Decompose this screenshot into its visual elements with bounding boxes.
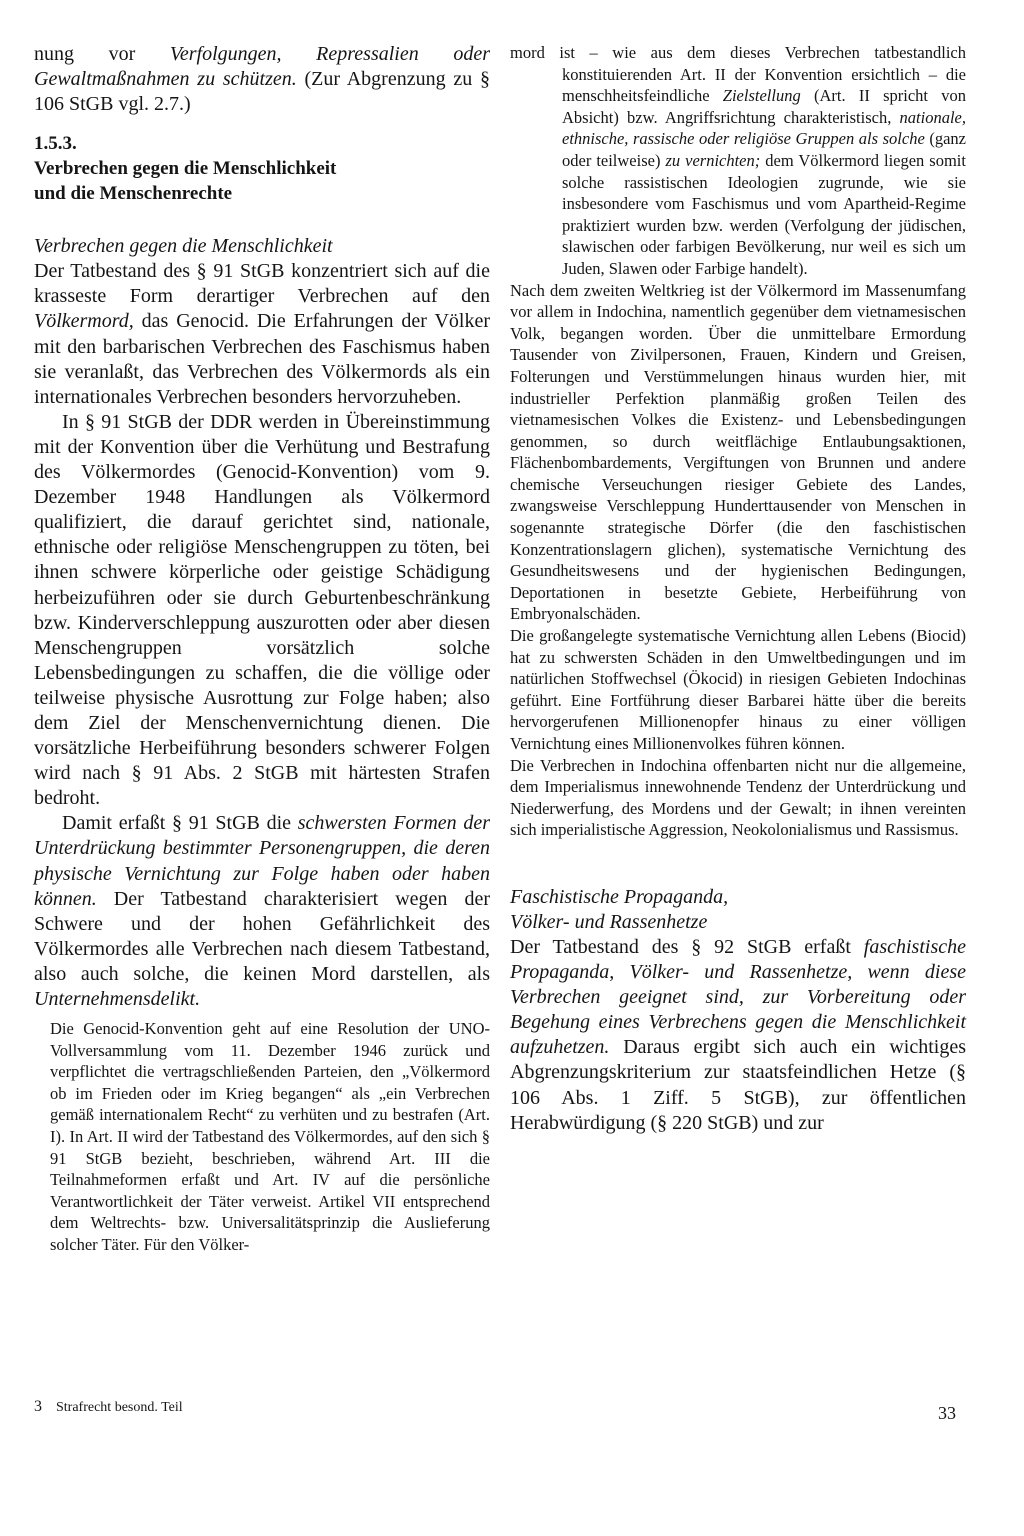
text-run: Damit erfaßt § 91 StGB die <box>62 812 298 835</box>
emphasis: Zielstellung <box>722 86 801 106</box>
paragraph-r4: Die Verbrechen in Indochina offenbarten nicht nur die allgemeine, dem Imperialismus innewohnende Tendenz der Unterdrückung und Niederwerfung, des Mordens und der Gewalt; in ihnen vereinten sich imperialistische Aggression, Neokolonialismus und Rassismus. <box>510 755 966 840</box>
section-title-line-2: und die Menschenrechte <box>34 183 233 205</box>
emphasis: schwersten Formen der Unterdrückung bestimmter Personengruppen, die deren physische Vernichtung zur Folge haben oder haben können. <box>34 812 490 910</box>
paragraph-r5 <box>510 935 966 1136</box>
paragraph-2: In § 91 StGB der DDR werden in Übereinstimmung mit der Konvention über die Verhütung und Bestrafung des Völkermordes (Genocid-Konvention) vom 9. Dezember 1948 Handlungen als Völkermord qualifiziert, die darauf gerichtet sind, nationale, ethnische oder religiöse Menschengruppen zu töten, bei ihnen schwere körperliche oder geistige Schädigung herbeizuführen oder sie durch Geburtenbeschränkung bzw. Kinderverschleppung auszurotten oder aber diesen Menschengruppen vorsätzlich solche Lebensbedingungen zu schaffen, die die völlige oder teilweise physische Ausrottung zur Folge haben; also dem Ziel der Menschenvernichtung dienen. Die vorsätzliche Herbeiführung besonders schwerer Folgen wird nach § 91 Abs. 2 StGB mit härtesten Strafen bedroht. <box>34 410 490 810</box>
paragraph-r3: Die großangelegte systematische Vernichtung allen Lebens (Biocid) hat zu schwersten Schäden in den Umweltbedingungen und im natürlichen Stoffwechsel (Ökocid) in riesigen Gebieten Indochinas geführt. Eine Fortführung dieser Barbarei hätte über die bereits hervorgerufenen Millionenopfer hinaus zu einer völligen Vernichtung eines Millionenvolkes führen können. <box>510 626 966 753</box>
right-column <box>510 42 966 1136</box>
text-run: Der Tatbestand des § 92 StGB erfaßt <box>510 935 864 958</box>
section-title-line-1: Verbrechen gegen die Menschlichkeit <box>34 158 337 180</box>
text-run: (Zur Abgrenzung zu § 106 StGB vgl. 2.7.) <box>34 68 491 116</box>
footer-left <box>34 1398 183 1416</box>
paragraph-1 <box>34 259 490 410</box>
subheading: Verbrechen gegen die Menschlichkeit <box>34 235 333 258</box>
text-run: das Genocid. Die Erfahrungen der Völker mit den barbarischen Verbrechen des Faschismus haben sie veranlaßt, das Verbrechen des Völkermords als ein internationales Verbrechen besonders hervorzuheben. <box>34 310 490 408</box>
text-run: (ganz oder teilweise) <box>562 129 966 170</box>
sheet-number: 3 <box>34 1398 42 1415</box>
emphasis: nationale, ethnische, rassische oder religiöse Gruppen als solche <box>562 107 966 149</box>
emphasis: Verfolgungen, Repressalien oder Gewaltmaßnahmen zu schützen. <box>34 43 490 91</box>
paragraph-3 <box>34 811 490 1012</box>
emphasis: Völkermord, <box>34 310 134 333</box>
text-run: dem Völkermord liegen somit solche rassistischen Ideologien zugrunde, wie sie insbesondere vom Faschismus und vom Apartheid-Regime praktiziert wurden bzw. werden (Verfolgung der jüdischen, slawischen oder farbigen Bevölkerung, nur weil es sich um Juden, Slawen oder Farbige handelt). <box>562 150 966 278</box>
subheading-line-1: Faschistische Propaganda, <box>510 885 729 908</box>
text-run: (Art. II spricht von Absicht) bzw. Angriffsrichtung charakteristisch, <box>562 86 966 127</box>
emphasis: zu vernichten; <box>665 150 761 170</box>
page-number: 33 <box>938 1403 956 1423</box>
emphasis: faschistische Propaganda, Völker- und Rassenhetze, wenn diese Verbrechen geeignet sind, zur Vorbereitung oder Begehung eines Verbrechens gegen die Menschlichkeit aufzuhetzen. <box>510 935 966 1059</box>
note-paragraph: Die Genocid-Konvention geht auf eine Resolution der UNO-Vollversammlung vom 11. Dezember 1946 zurück und verpflichtet die vertragschließenden Parteien, den „Völkermord ob im Frieden oder im Krieg begangen“ als „ein Verbrechen gemäß internationalem Recht“ zu verhüten und zu bestrafen (Art. I). In Art. II wird der Tatbestand des Völkermordes, auf den sich § 91 StGB bezieht, beschrieben, während Art. III die Teilnahmeformen erfaßt und Art. IV auf die persönliche Verantwortlichkeit der Täter verweist. Artikel VII entsprechend dem Weltrechts- bzw. Universalitätsprinzip die Auslieferung solcher Täter. Für den Völker- <box>50 1019 490 1255</box>
text-run: nung vor <box>34 43 170 65</box>
text-run: Der Tatbestand des § 91 StGB konzentriert sich auf die krasseste Form derartiger Verbrechen auf den <box>34 260 490 308</box>
running-title: Strafrecht besond. Teil <box>56 1400 183 1415</box>
paragraph-r1 <box>510 42 966 280</box>
subheading-line-2: Völker- und Rassenhetze <box>510 910 708 933</box>
text-run: Daraus ergibt sich auch ein wichtiges Abgrenzungskriterium zur staatsfeindlichen Hetze (§ 106 Abs. 1 Ziff. 5 StGB), zur öffentlichen Herabwürdigung (§ 220 StGB) und zur <box>510 1036 966 1134</box>
text-run: Der Tatbestand charakterisiert wegen der Schwere und der hohen Gefährlichkeit des Völkermordes alle Verbrechen nach diesem Tatbestand, also auch solche, die keinen Mord darstellen, als <box>34 887 490 985</box>
paragraph-r2: Nach dem zweiten Weltkrieg ist der Völkermord im Massenumfang vor allem in Indochina, namentlich gegenüber dem vietnamesischen Volk, begangen worden. Über die unmittelbare Ermordung Tausender von Zivilpersonen, Frauen, Kindern und Greisen, Folterungen und Verstümmelungen hinaus wurden hier, mit industrieller Perfektion planmäßig großen Teilen des vietnamesischen Volkes die Existenz- und Lebensbedingungen genommen, so durch weitflächige Entlaubungsaktionen, Flächenbombardements, Vergiftungen von Brunnen und andere chemische Verseuchungen riesiger Gebiete des Landes, zwangsweise Verschleppung Hunderttausender von Menschen in sogenannte strategische Dörfer (die den faschistischen Konzentrationslagern glichen), systematische Vernichtung des Gesundheitswesens und der hygienischen Bedingungen, Deportationen in besetzte Gebiete, Herbeiführung von Embryonalschäden. <box>510 280 966 624</box>
emphasis: Unternehmensdelikt. <box>34 988 201 1010</box>
section-number: 1.5.3. <box>34 133 77 155</box>
text-run: mord ist – wie aus dem dieses Verbrechen tatbestandlich konstituierenden Art. II der Konvention ersichtlich – die menschheitsfeindliche <box>510 43 966 106</box>
left-column <box>34 42 490 1256</box>
paragraph-intro <box>34 42 490 117</box>
